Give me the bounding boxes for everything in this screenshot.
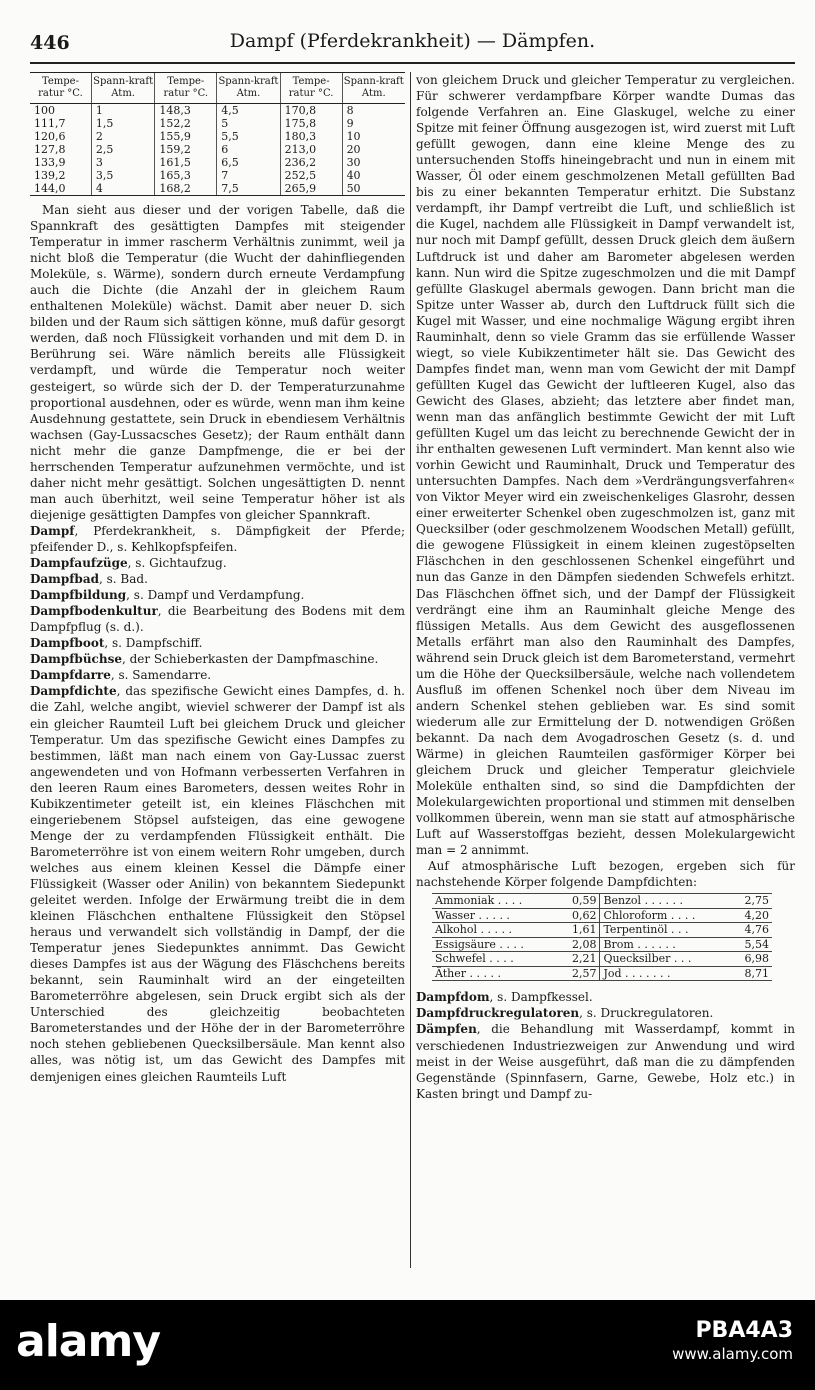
- table-cell: 5,5: [217, 130, 280, 143]
- dictionary-entry: [30, 523, 405, 555]
- entry-text: , die Behandlung mit Wasserdampf, kommt in verschiedenen Industriezweigen zur Anwendung und wird meist in der Weise ausgeführt, daß man die zu dämpfenden Gegenstände (Spinnfasern, Garne, Gewebe, Holz etc.) in Kasten bringt und Dampf zu-: [416, 1022, 795, 1101]
- table-row: [30, 143, 405, 156]
- stock-footer: [0, 1300, 815, 1390]
- table-cell: 236,2: [280, 156, 342, 169]
- running-head: Dampf (Pferdekrankheit) — Dämpfen.: [229, 30, 596, 52]
- density-row: [432, 894, 772, 909]
- density-cell: Ammoniak . . . .: [432, 894, 557, 909]
- pressure-table-header-cell: Tempe-ratur °C.: [30, 73, 91, 104]
- pressure-table-header-cell: Spann-kraft Atm.: [342, 73, 405, 104]
- entry-text: , die Bearbeitung des Bodens mit dem Dampfpflug (s. d.).: [30, 604, 405, 635]
- table-cell: 165,3: [155, 169, 217, 182]
- table-cell: 213,0: [280, 143, 342, 156]
- entry-text: , s. Gichtaufzug.: [127, 556, 227, 571]
- table-row: [30, 104, 405, 118]
- image-id-box: [672, 1318, 793, 1364]
- density-row: [432, 966, 772, 981]
- density-cell: Benzol . . . . . .: [600, 894, 730, 909]
- density-cell: 0,59: [557, 894, 600, 909]
- entry-text: , s. Bad.: [99, 572, 148, 587]
- dictionary-entry: [30, 683, 405, 1084]
- entry-headword: Dampfdichte: [30, 684, 117, 699]
- table-cell: 50: [342, 182, 405, 196]
- density-cell: 2,08: [557, 937, 600, 952]
- table-cell: 20: [342, 143, 405, 156]
- table-cell: 159,2: [155, 143, 217, 156]
- dictionary-entry: [30, 587, 405, 603]
- entry-text: , das spezifische Gewicht eines Dampfes, d. h. die Zahl, welche angibt, wieviel schwerer der Dampf ist als ein gleicher Raumteil Luft bei gleichem Druck und gleicher Temperatur. Um das spezifische Gewicht eines Dampfes zu bestimmen, läßt man nach einem von Gay-Lussac zuerst angewendeten und von Hofmann verbesserten Verfahren in den leeren Raum eines Barometers, dessen weites Rohr in Kubikzentimeter geteilt ist, ein kleines Fläschchen mit eingeriebenem Stöpsel aufsteigen, das eine gewogene Menge der zu verdampfenden Flüssigkeit enthält. Die Barometerröhre ist von einem weitern Rohr umgeben, durch welches aus einem kleinen Kessel die Dämpfe einer Flüssigkeit (Wasser oder Anilin) von bekanntem Siedepunkt geleitet werden. Infolge der Erwärmung treibt die in dem kleinen Fläschchen enthaltene Flüssigkeit den Stöpsel heraus und verwandelt sich vollständig in Dampf, der die Temperatur jenes Siedepunktes annimmt. Das Gewicht dieses Dampfes ist aus der Wägung des Fläschchens bereits bekannt, sein Rauminhalt wird an der eingeteilten Barometerröhre abgelesen, sein Druck ergibt sich als der Unterschied des gleichzeitig beobachteten Barometerstandes und der Höhe der in der Barometerröhre noch stehen gebliebenen Quecksilbersäule. Man kennt also alles, was nötig ist, um das Gewicht des Dampfes mit demjenigen eines gleichen Raumteils Luft: [30, 684, 405, 1084]
- density-cell: 0,62: [557, 908, 600, 923]
- density-cell: 4,20: [730, 908, 772, 923]
- density-cell: Wasser . . . . .: [432, 908, 557, 923]
- table-cell: 3: [91, 156, 154, 169]
- entry-headword: Dämpfen: [416, 1022, 477, 1037]
- density-cell: Quecksilber . . .: [600, 952, 730, 967]
- table-cell: 9: [342, 117, 405, 130]
- density-cell: Schwefel . . . .: [432, 952, 557, 967]
- table-cell: 7,5: [217, 182, 280, 196]
- entry-headword: Dampfbad: [30, 572, 99, 587]
- table-cell: 170,8: [280, 104, 342, 118]
- table-row: [30, 169, 405, 182]
- table-cell: 100: [34, 104, 55, 117]
- dictionary-entry: [30, 667, 405, 683]
- table-cell: 2: [91, 130, 154, 143]
- entry-text: , Pferdekrankheit, s. Dämpfigkeit der Pferde; pfeifender D., s. Kehlkopfspfeifen.: [30, 523, 405, 554]
- density-cell: 2,57: [557, 966, 600, 981]
- entry-text: , s. Dampf und Verdampfung.: [126, 588, 305, 603]
- density-cell: 6,98: [730, 952, 772, 967]
- entry-headword: Dampfdom: [416, 990, 490, 1005]
- page-header: [30, 30, 795, 60]
- right-column: [416, 72, 795, 1102]
- entry-headword: Dampfboot: [30, 636, 105, 651]
- page-number: 446: [30, 32, 70, 54]
- pressure-table-header: [30, 73, 405, 104]
- table-cell: 2,5: [91, 143, 154, 156]
- table-cell: 252,5: [280, 169, 342, 182]
- entry-headword: Dampfdarre: [30, 668, 111, 683]
- table-cell: 265,9: [280, 182, 342, 196]
- continuation-paragraph: von gleichem Druck und gleicher Temperatur zu vergleichen. Für schwerer verdampfbare Körper wandte Dumas das folgende Verfahren an. Eine Glaskugel, welche zu einer Spitze mit feiner Öffnung ausgezogen ist, wird zuerst mit Luft gefüllt gewogen, dann eine kleine Menge des zu untersuchenden Stoffs hineingebracht und nun in einem mit Wasser, Öl oder einem geschmolzenen Metall gefüllten Bad bis zu einer bekannten Temperatur erhitzt. Die Substanz verdampft, ihr Dampf vertreibt die Luft, und schließlich ist die Kugel, nachdem alle Flüssigkeit in Dampf verwandelt ist, nur noch mit Dampf gefüllt, dessen Druck gleich dem äußern Luftdruck ist und daher am Barometer abgelesen werden kann. Nun wird die Spitze zugeschmolzen und die mit Dampf gefüllte Glaskugel abermals gewogen. Dann bricht man die Spitze unter Wasser ab, durch den Luftdruck füllt sich die Kugel mit Wasser, und eine nochmalige Wägung ergibt ihren Rauminhalt, denn so viele Gramm das sie erfüllende Wasser wiegt, so viele Kubikzentimeter hält sie. Das Gewicht des Dampfes findet man, wenn man vom Gewicht der mit Dampf gefüllten Kugel das Gewicht der luftleeren Kugel, also das Gewicht des Glases, abzieht; das letztere aber findet man, wenn man das anfänglich bestimmte Gewicht der mit Luft gefüllten Kugel um das leicht zu berechnende Gewicht der in ihr enthalten gewesenen Luft vermindert. Man kennt also wie vorhin Gewicht und Rauminhalt, Druck und Temperatur des untersuchten Dampfes. Nach dem »Verdrängungsverfahren« von Viktor Meyer wird ein zweischenkeliges Glasrohr, dessen einer erweiterter Schenkel oben zugeschmolzen ist, ganz mit Quecksilber (oder geschmolzenem Woodschen Metall) gefüllt, die gewogene Flüssigkeit in einem kleinen zugestöpselten Fläschchen in den geschlossenen Schenkel eingeführt und nun das Ganze in den Dämpfen siedenden Schwefels erhitzt. Das Fläschchen öffnet sich, und der Dampf der Flüssigkeit verdrängt eine ihm an Rauminhalt gleiche Menge des flüssigen Metalls. Aus dem Gewicht des ausgeflossenen Metalls erfährt man also den Rauminhalt des Dampfes, während sein Druck gleich ist dem Barometerstand, vermehrt um die Höhe der Quecksilbersäule, welche nach vollendetem Ausfluß im offenen Schenkel noch über dem Niveau im andern Schenkel stehen geblieben war. Es sind somit wiederum alle zur Ermittelung der D. notwendigen Größen bekannt. Da nach dem Avogadroschen Gesetz (s. d. und Wärme) in gleichen Raumteilen gasförmiger Körper bei gleichem Druck und gleicher Temperatur gleichviele Moleküle enthalten sind, so sind die Dampfdichten der Molekulargewichten proportional und stimmen mit denselben vollkommen überein, wenn man sie statt auf atmosphärische Luft auf Wasserstoffgas bezieht, dessen Molekulargewicht man = 2 annimmt.: [416, 73, 795, 858]
- intro-paragraph: Man sieht aus dieser und der vorigen Tabelle, daß die Spannkraft des gesättigten Dampfes mit steigender Temperatur in immer rascherm Verhältnis zunimmt, weil ja nicht bloß die Temperatur (die Wucht der dahinfliegenden Moleküle, s. Wärme), sondern durch erneute Verdampfung auch die Dichte (die Anzahl der in gleichem Raum enthaltenen Moleküle) wächst. Damit aber neuer D. sich bilden und der Raum sich sättigen könne, muß dafür gesorgt werden, daß noch Flüssigkeit vorhanden und mit dem D. in Berührung sei. Wäre nämlich bereits alle Flüssigkeit verdampft, und würde die Temperatur noch weiter gesteigert, so würde sich der D. der Temperaturzunahme proportional ausdehnen, oder es würde, wenn man ihm keine Ausdehnung gestattete, sein Druck in ebendiesem Verhältnis wachsen (Gay-Lussacsches Gesetz); der Raum enthält dann nicht mehr die ganze Dampfmenge, die er bei der herrschenden Temperatur aufzunehmen vermöchte, und ist daher nicht mehr gesättigt. Solchen ungesättigten D. nennt man auch überhitzt, weil seine Temperatur höher ist als diejenige gesättigten Dampfes von gleicher Spannkraft.: [30, 203, 405, 522]
- dictionary-entry: [416, 1005, 795, 1021]
- dictionary-entry: [30, 635, 405, 651]
- dictionary-entry: [30, 603, 405, 635]
- density-row: [432, 952, 772, 967]
- table-cell: 7: [217, 169, 280, 182]
- dictionary-entry: [30, 555, 405, 571]
- image-id: PBA4A3: [695, 1318, 793, 1343]
- left-entries: [30, 523, 405, 1085]
- density-cell: Terpentinöl . . .: [600, 923, 730, 938]
- site-url: www.alamy.com: [672, 1345, 793, 1363]
- dictionary-entry: [30, 651, 405, 667]
- table-cell: 155,9: [155, 130, 217, 143]
- dictionary-entry: [416, 989, 795, 1005]
- table-cell: 3,5: [91, 169, 154, 182]
- density-cell: Essigsäure . . . .: [432, 937, 557, 952]
- table-cell: 8: [342, 104, 405, 118]
- density-cell: 4,76: [730, 923, 772, 938]
- entry-text: , s. Samendarre.: [110, 668, 212, 683]
- entry-text: , s. Dampfschiff.: [104, 636, 203, 651]
- entry-headword: Dampfbüchse: [30, 652, 122, 667]
- entry-text: , der Schieberkasten der Dampfmaschine.: [121, 652, 379, 667]
- table-cell: 133,9: [34, 156, 66, 169]
- pressure-table-header-cell: Tempe-ratur °C.: [155, 73, 217, 104]
- header-rule: [30, 62, 795, 64]
- table-cell: 152,2: [155, 117, 217, 130]
- pressure-table-header-cell: Spann-kraft Atm.: [217, 73, 280, 104]
- pressure-table: [30, 72, 405, 196]
- table-cell: 180,3: [280, 130, 342, 143]
- density-intro: Auf atmosphärische Luft bezogen, ergeben sich für nachstehende Körper folgende Dampfdichten:: [416, 859, 795, 890]
- density-cell: 1,61: [557, 923, 600, 938]
- table-cell: 4,5: [217, 104, 280, 118]
- pressure-table-header-cell: Spann-kraft Atm.: [91, 73, 154, 104]
- table-cell: 175,8: [280, 117, 342, 130]
- table-cell: 144,0: [30, 182, 91, 196]
- entry-text: , s. Dampfkessel.: [489, 990, 593, 1005]
- table-cell: 139,2: [34, 169, 66, 182]
- density-table: [432, 893, 772, 981]
- right-entries: [416, 989, 795, 1101]
- column-rule: [410, 72, 411, 1268]
- watermark-logo: alamy: [16, 1316, 160, 1367]
- table-cell: 1,5: [91, 117, 154, 130]
- density-cell: Äther . . . . .: [432, 966, 557, 981]
- table-cell: 168,2: [155, 182, 217, 196]
- density-row: [432, 923, 772, 938]
- table-cell: 148,3: [155, 104, 217, 118]
- density-cell: 2,21: [557, 952, 600, 967]
- table-cell: 161,5: [155, 156, 217, 169]
- density-cell: Chloroform . . . .: [600, 908, 730, 923]
- entry-text: , s. Druckregulatoren.: [579, 1006, 714, 1021]
- entry-headword: Dampfdruckregulatoren: [416, 1006, 580, 1021]
- density-row: [432, 908, 772, 923]
- table-cell: 4: [91, 182, 154, 196]
- density-cell: 5,54: [730, 937, 772, 952]
- table-row: [30, 156, 405, 169]
- dictionary-entry: [30, 571, 405, 587]
- density-cell: 8,71: [730, 966, 772, 981]
- table-cell: 127,8: [34, 143, 66, 156]
- density-row: [432, 937, 772, 952]
- left-column: [30, 72, 405, 1085]
- table-row: [30, 130, 405, 143]
- table-cell: 120,6: [34, 130, 66, 143]
- entry-headword: Dampfbodenkultur: [30, 604, 158, 619]
- dictionary-entry: [416, 1021, 795, 1101]
- table-cell: 6,5: [217, 156, 280, 169]
- table-cell: 111,7: [34, 117, 66, 130]
- density-cell: Jod . . . . . . .: [600, 966, 730, 981]
- pressure-table-header-cell: Tempe-ratur °C.: [280, 73, 342, 104]
- table-cell: 5: [217, 117, 280, 130]
- entry-headword: Dampfaufzüge: [30, 556, 128, 571]
- table-cell: 30: [342, 156, 405, 169]
- table-cell: 10: [342, 130, 405, 143]
- density-cell: Alkohol . . . . .: [432, 923, 557, 938]
- table-cell: 6: [217, 143, 280, 156]
- density-cell: 2,75: [730, 894, 772, 909]
- table-cell: 1: [91, 104, 154, 118]
- table-cell: 40: [342, 169, 405, 182]
- table-row: [30, 182, 405, 196]
- density-cell: Brom . . . . . .: [600, 937, 730, 952]
- entry-headword: Dampfbildung: [30, 588, 127, 603]
- entry-headword: Dampf: [30, 523, 75, 538]
- table-row: [30, 117, 405, 130]
